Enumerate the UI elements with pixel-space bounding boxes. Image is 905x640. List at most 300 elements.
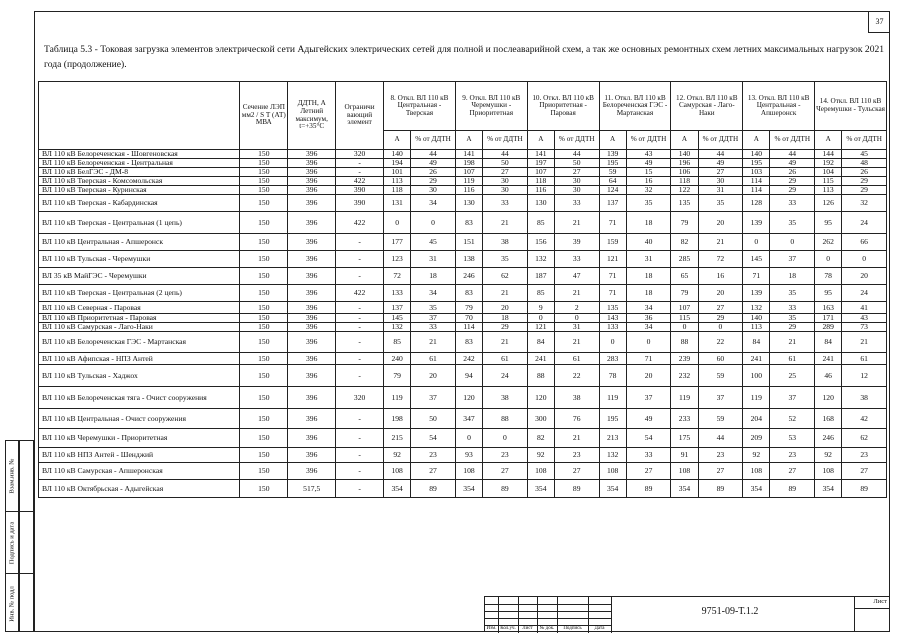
current-value: 171 — [815, 314, 842, 323]
current-value: 151 — [455, 234, 482, 251]
percent-value: 2 — [554, 302, 599, 314]
current-value: 354 — [815, 480, 842, 498]
percent-value: 24 — [483, 365, 528, 387]
current-value: 354 — [384, 480, 411, 498]
percent-value: 18 — [626, 212, 671, 234]
percent-value: 31 — [626, 251, 671, 268]
limit-value: 422 — [336, 212, 384, 234]
current-value: 85 — [384, 332, 411, 353]
percent-value: 22 — [698, 332, 743, 353]
section-value: 150 — [240, 387, 288, 409]
current-value: 241 — [743, 353, 770, 365]
current-value: 91 — [671, 448, 698, 463]
current-value: 187 — [527, 268, 554, 285]
percent-value: 27 — [483, 168, 528, 177]
percent-value: 33 — [483, 195, 528, 212]
section-value: 150 — [240, 314, 288, 323]
percent-value: 21 — [842, 332, 887, 353]
percent-value: 29 — [770, 323, 815, 332]
section-value: 150 — [240, 463, 288, 480]
table-row — [39, 314, 887, 323]
header-section: Сечение ЛЭП мм2 / S Т (АТ) МВА — [240, 82, 288, 150]
header-unit-pct: % от ДДТН — [483, 131, 528, 150]
current-value: 159 — [599, 234, 626, 251]
current-value: 93 — [455, 448, 482, 463]
current-value: 114 — [743, 177, 770, 186]
percent-value: 23 — [698, 448, 743, 463]
section-value: 150 — [240, 212, 288, 234]
side-stamp-label-column — [5, 440, 19, 632]
current-value: 71 — [599, 268, 626, 285]
side-stamp-value-column — [19, 440, 34, 632]
percent-value: 27 — [411, 463, 456, 480]
current-value: 132 — [599, 448, 626, 463]
current-value: 88 — [527, 365, 554, 387]
current-value: 156 — [527, 234, 554, 251]
current-value: 120 — [815, 387, 842, 409]
percent-value: 35 — [770, 212, 815, 234]
percent-value: 27 — [698, 463, 743, 480]
percent-value: 35 — [626, 195, 671, 212]
percent-value: 20 — [411, 365, 456, 387]
current-value: 59 — [599, 168, 626, 177]
current-value: 141 — [527, 150, 554, 159]
percent-value: 0 — [483, 429, 528, 448]
percent-value: 26 — [770, 168, 815, 177]
line-name: ВЛ 110 кВ Центральная - Очист сооружения — [39, 409, 240, 429]
percent-value: 21 — [554, 332, 599, 353]
current-value: 133 — [384, 285, 411, 302]
current-value: 354 — [743, 480, 770, 498]
percent-value: 45 — [842, 150, 887, 159]
current-value: 347 — [455, 409, 482, 429]
current-value: 82 — [671, 234, 698, 251]
percent-value: 31 — [554, 323, 599, 332]
current-value: 0 — [599, 332, 626, 353]
percent-value: 20 — [483, 302, 528, 314]
current-value: 262 — [815, 234, 842, 251]
current-value: 92 — [743, 448, 770, 463]
percent-value: 0 — [770, 234, 815, 251]
percent-value: 16 — [698, 268, 743, 285]
header-unit-a: А — [527, 131, 554, 150]
percent-value: 29 — [483, 323, 528, 332]
line-name: ВЛ 110 кВ Самурская - Апшеронская — [39, 463, 240, 480]
percent-value: 38 — [483, 387, 528, 409]
percent-value: 23 — [483, 448, 528, 463]
percent-value: 34 — [411, 195, 456, 212]
percent-value: 61 — [842, 353, 887, 365]
percent-value: 44 — [770, 150, 815, 159]
percent-value: 38 — [842, 387, 887, 409]
current-value: 0 — [815, 251, 842, 268]
limit-value: - — [336, 159, 384, 168]
current-value: 85 — [527, 285, 554, 302]
current-value: 354 — [599, 480, 626, 498]
current-value: 195 — [599, 159, 626, 168]
current-value: 140 — [671, 150, 698, 159]
percent-value: 49 — [626, 159, 671, 168]
ddtn-value: 396 — [288, 323, 336, 332]
percent-value: 23 — [411, 448, 456, 463]
percent-value: 59 — [698, 409, 743, 429]
percent-value: 30 — [698, 177, 743, 186]
current-value: 100 — [743, 365, 770, 387]
current-value: 108 — [671, 463, 698, 480]
percent-value: 61 — [411, 353, 456, 365]
stamp-label-change: Изм. — [486, 626, 497, 631]
limit-value: - — [336, 268, 384, 285]
table-row — [39, 195, 887, 212]
table-row — [39, 150, 887, 159]
current-value: 119 — [671, 387, 698, 409]
current-value: 79 — [671, 212, 698, 234]
percent-value: 38 — [554, 387, 599, 409]
percent-value: 29 — [770, 186, 815, 195]
percent-value: 72 — [698, 251, 743, 268]
current-value: 285 — [671, 251, 698, 268]
current-value: 118 — [527, 177, 554, 186]
current-value: 130 — [455, 195, 482, 212]
percent-value: 21 — [483, 332, 528, 353]
current-value: 9 — [527, 302, 554, 314]
current-value: 354 — [671, 480, 698, 498]
percent-value: 35 — [770, 285, 815, 302]
current-value: 240 — [384, 353, 411, 365]
percent-value: 20 — [626, 365, 671, 387]
limit-value: - — [336, 302, 384, 314]
ddtn-value: 396 — [288, 332, 336, 353]
side-label-replacement: Взам.инв. № — [8, 458, 16, 494]
current-value: 168 — [815, 409, 842, 429]
percent-value: 61 — [483, 353, 528, 365]
current-value: 64 — [599, 177, 626, 186]
section-value: 150 — [240, 177, 288, 186]
current-value: 78 — [815, 268, 842, 285]
line-name: ВЛ 110 кВ Афипская - НПЗ Антей — [39, 353, 240, 365]
line-name: ВЛ 110 кВ Тверская - Комсомольская — [39, 177, 240, 186]
current-value: 118 — [671, 177, 698, 186]
current-value: 72 — [384, 268, 411, 285]
current-value: 137 — [599, 195, 626, 212]
percent-value: 40 — [626, 234, 671, 251]
current-value: 108 — [527, 463, 554, 480]
current-value: 70 — [455, 314, 482, 323]
percent-value: 44 — [483, 150, 528, 159]
percent-value: 29 — [770, 177, 815, 186]
percent-value: 38 — [483, 234, 528, 251]
percent-value: 49 — [411, 159, 456, 168]
current-value: 135 — [599, 302, 626, 314]
percent-value: 22 — [554, 365, 599, 387]
current-value: 195 — [599, 409, 626, 429]
percent-value: 61 — [554, 353, 599, 365]
header-unit-pct: % от ДДТН — [411, 131, 456, 150]
section-value: 150 — [240, 150, 288, 159]
line-name: ВЛ 110 кВ Белореченская - Шовгеновская — [39, 150, 240, 159]
sheet-box — [854, 596, 890, 632]
header-unit-pct: % от ДДТН — [698, 131, 743, 150]
percent-value: 35 — [698, 195, 743, 212]
table-row — [39, 302, 887, 314]
current-value: 46 — [815, 365, 842, 387]
percent-value: 54 — [626, 429, 671, 448]
side-label-signature: Подпись и дата — [8, 521, 16, 564]
table-row — [39, 234, 887, 251]
ddtn-value: 396 — [288, 195, 336, 212]
current-value: 94 — [455, 365, 482, 387]
percent-value: 27 — [626, 463, 671, 480]
current-value: 116 — [455, 186, 482, 195]
ddtn-value: 396 — [288, 365, 336, 387]
limit-value: 320 — [336, 150, 384, 159]
section-value: 150 — [240, 195, 288, 212]
current-value: 95 — [815, 212, 842, 234]
percent-value: 34 — [411, 285, 456, 302]
table-row — [39, 212, 887, 234]
section-value: 150 — [240, 268, 288, 285]
percent-value: 21 — [483, 285, 528, 302]
percent-value: 30 — [483, 186, 528, 195]
line-name: ВЛ 110 кВ Белореченская ГЭС - Мартанская — [39, 332, 240, 353]
ddtn-value: 396 — [288, 212, 336, 234]
current-value: 106 — [671, 168, 698, 177]
table-row — [39, 429, 887, 448]
stamp-label-count: Кол.уч. — [500, 626, 516, 631]
current-value: 115 — [815, 177, 842, 186]
section-value: 150 — [240, 353, 288, 365]
current-value: 108 — [743, 463, 770, 480]
header-unit-a: А — [599, 131, 626, 150]
current-value: 213 — [599, 429, 626, 448]
line-name: ВЛ 110 кВ Тверская - Центральная (2 цепь) — [39, 285, 240, 302]
table-row — [39, 409, 887, 429]
current-value: 78 — [599, 365, 626, 387]
current-value: 123 — [384, 251, 411, 268]
percent-value: 26 — [842, 168, 887, 177]
current-value: 143 — [599, 314, 626, 323]
percent-value: 21 — [554, 285, 599, 302]
current-value: 92 — [527, 448, 554, 463]
header-case: 13. Откл. ВЛ 110 кВ Центральная - Апшеронск — [743, 82, 815, 131]
current-value: 242 — [455, 353, 482, 365]
limit-value: - — [336, 234, 384, 251]
header-name — [39, 82, 240, 150]
ddtn-value: 396 — [288, 463, 336, 480]
ddtn-value: 396 — [288, 268, 336, 285]
percent-value: 37 — [411, 314, 456, 323]
current-value: 0 — [671, 323, 698, 332]
limit-value: - — [336, 448, 384, 463]
current-value: 113 — [815, 186, 842, 195]
header-unit-pct: % от ДДТН — [626, 131, 671, 150]
current-value: 139 — [743, 212, 770, 234]
limit-value: - — [336, 168, 384, 177]
percent-value: 50 — [411, 409, 456, 429]
side-stamp — [5, 440, 34, 632]
percent-value: 44 — [411, 150, 456, 159]
ddtn-value: 396 — [288, 177, 336, 186]
current-value: 354 — [527, 480, 554, 498]
percent-value: 21 — [483, 212, 528, 234]
stamp-label-sheet: Лист — [522, 626, 533, 631]
current-value: 108 — [815, 463, 842, 480]
ddtn-value: 396 — [288, 234, 336, 251]
percent-value: 60 — [698, 353, 743, 365]
side-label-inventory: Инв. № подл — [8, 585, 16, 622]
current-value: 108 — [384, 463, 411, 480]
current-value: 239 — [671, 353, 698, 365]
current-value: 113 — [743, 323, 770, 332]
current-value: 121 — [527, 323, 554, 332]
percent-value: 44 — [554, 150, 599, 159]
percent-value: 35 — [411, 302, 456, 314]
percent-value: 26 — [411, 168, 456, 177]
percent-value: 20 — [698, 285, 743, 302]
current-load-table — [38, 81, 887, 498]
current-value: 145 — [384, 314, 411, 323]
percent-value: 32 — [626, 186, 671, 195]
current-value: 92 — [815, 448, 842, 463]
current-value: 163 — [815, 302, 842, 314]
line-name: ВЛ 110 кВ НПЗ Антей - Шенджий — [39, 448, 240, 463]
percent-value: 0 — [554, 314, 599, 323]
document-code: 9751-09-Т.1.2 — [701, 606, 759, 617]
limit-value: - — [336, 353, 384, 365]
percent-value: 52 — [770, 409, 815, 429]
current-value: 233 — [671, 409, 698, 429]
current-value: 126 — [815, 195, 842, 212]
section-value: 150 — [240, 480, 288, 498]
current-value: 115 — [671, 314, 698, 323]
percent-value: 30 — [554, 177, 599, 186]
current-value: 138 — [455, 251, 482, 268]
current-value: 209 — [743, 429, 770, 448]
header-row — [39, 82, 887, 131]
current-value: 140 — [384, 150, 411, 159]
percent-value: 27 — [698, 168, 743, 177]
current-value: 88 — [671, 332, 698, 353]
ddtn-value: 396 — [288, 186, 336, 195]
current-value: 198 — [455, 159, 482, 168]
current-value: 103 — [743, 168, 770, 177]
current-value: 108 — [455, 463, 482, 480]
current-value: 92 — [384, 448, 411, 463]
table-row — [39, 448, 887, 463]
current-value: 144 — [815, 150, 842, 159]
percent-value: 0 — [698, 323, 743, 332]
section-value: 150 — [240, 323, 288, 332]
limit-value: 422 — [336, 177, 384, 186]
section-value: 150 — [240, 251, 288, 268]
line-name: ВЛ 110 кВ Черемушки - Приоритетная — [39, 429, 240, 448]
section-value: 150 — [240, 365, 288, 387]
current-value: 354 — [455, 480, 482, 498]
percent-value: 16 — [626, 177, 671, 186]
header-unit-a: А — [815, 131, 842, 150]
percent-value: 27 — [770, 463, 815, 480]
current-value: 83 — [455, 332, 482, 353]
section-value: 150 — [240, 332, 288, 353]
percent-value: 89 — [554, 480, 599, 498]
page-number: 37 — [868, 11, 890, 33]
percent-value: 27 — [483, 463, 528, 480]
percent-value: 30 — [554, 186, 599, 195]
percent-value: 12 — [842, 365, 887, 387]
header-unit-pct: % от ДДТН — [554, 131, 599, 150]
percent-value: 30 — [483, 177, 528, 186]
percent-value: 18 — [626, 285, 671, 302]
table-row — [39, 159, 887, 168]
percent-value: 29 — [842, 177, 887, 186]
current-value: 84 — [527, 332, 554, 353]
percent-value: 47 — [554, 268, 599, 285]
percent-value: 37 — [411, 387, 456, 409]
percent-value: 27 — [554, 463, 599, 480]
percent-value: 37 — [770, 251, 815, 268]
table-row — [39, 186, 887, 195]
percent-value: 33 — [411, 323, 456, 332]
ddtn-value: 396 — [288, 448, 336, 463]
percent-value: 59 — [698, 365, 743, 387]
current-value: 79 — [671, 285, 698, 302]
table-row — [39, 353, 887, 365]
percent-value: 30 — [411, 186, 456, 195]
percent-value: 29 — [411, 177, 456, 186]
stamp-label-signature: Подпись — [563, 626, 582, 631]
current-value: 113 — [384, 177, 411, 186]
percent-value: 37 — [698, 387, 743, 409]
current-value: 196 — [671, 159, 698, 168]
limit-value: 390 — [336, 195, 384, 212]
percent-value: 33 — [554, 195, 599, 212]
percent-value: 43 — [842, 314, 887, 323]
limit-value: - — [336, 463, 384, 480]
header-unit-a: А — [743, 131, 770, 150]
header-case: 12. Откл. ВЛ 110 кВ Самурская - Лаго-Наки — [671, 82, 743, 131]
limit-value: 390 — [336, 186, 384, 195]
ddtn-value: 396 — [288, 429, 336, 448]
percent-value: 33 — [626, 448, 671, 463]
table-caption: Таблица 5.3 - Токовая загрузка элементов электрической сети Адыгейских электрических сетей для полной и послеаварийной схем, а так же основных ремонтных схем летних максимальных нагрузок 2021 года (продолжение). — [44, 44, 885, 70]
line-name: ВЛ 35 кВ МайГЭС - Черемушки — [39, 268, 240, 285]
line-name: ВЛ 110 кВ Северная - Паровая — [39, 302, 240, 314]
limit-value: 422 — [336, 285, 384, 302]
percent-value: 34 — [626, 323, 671, 332]
percent-value: 20 — [698, 212, 743, 234]
current-value: 82 — [527, 429, 554, 448]
ddtn-value: 396 — [288, 159, 336, 168]
current-value: 120 — [455, 387, 482, 409]
current-value: 132 — [743, 302, 770, 314]
percent-value: 33 — [554, 251, 599, 268]
section-value: 150 — [240, 159, 288, 168]
current-value: 289 — [815, 323, 842, 332]
percent-value: 20 — [842, 268, 887, 285]
percent-value: 89 — [411, 480, 456, 498]
ddtn-value: 396 — [288, 168, 336, 177]
percent-value: 21 — [770, 332, 815, 353]
table-row — [39, 463, 887, 480]
percent-value: 0 — [626, 332, 671, 353]
percent-value: 24 — [842, 212, 887, 234]
current-value: 121 — [599, 251, 626, 268]
current-value: 119 — [599, 387, 626, 409]
ddtn-value: 396 — [288, 387, 336, 409]
percent-value: 53 — [770, 429, 815, 448]
current-value: 131 — [384, 195, 411, 212]
table-row — [39, 268, 887, 285]
